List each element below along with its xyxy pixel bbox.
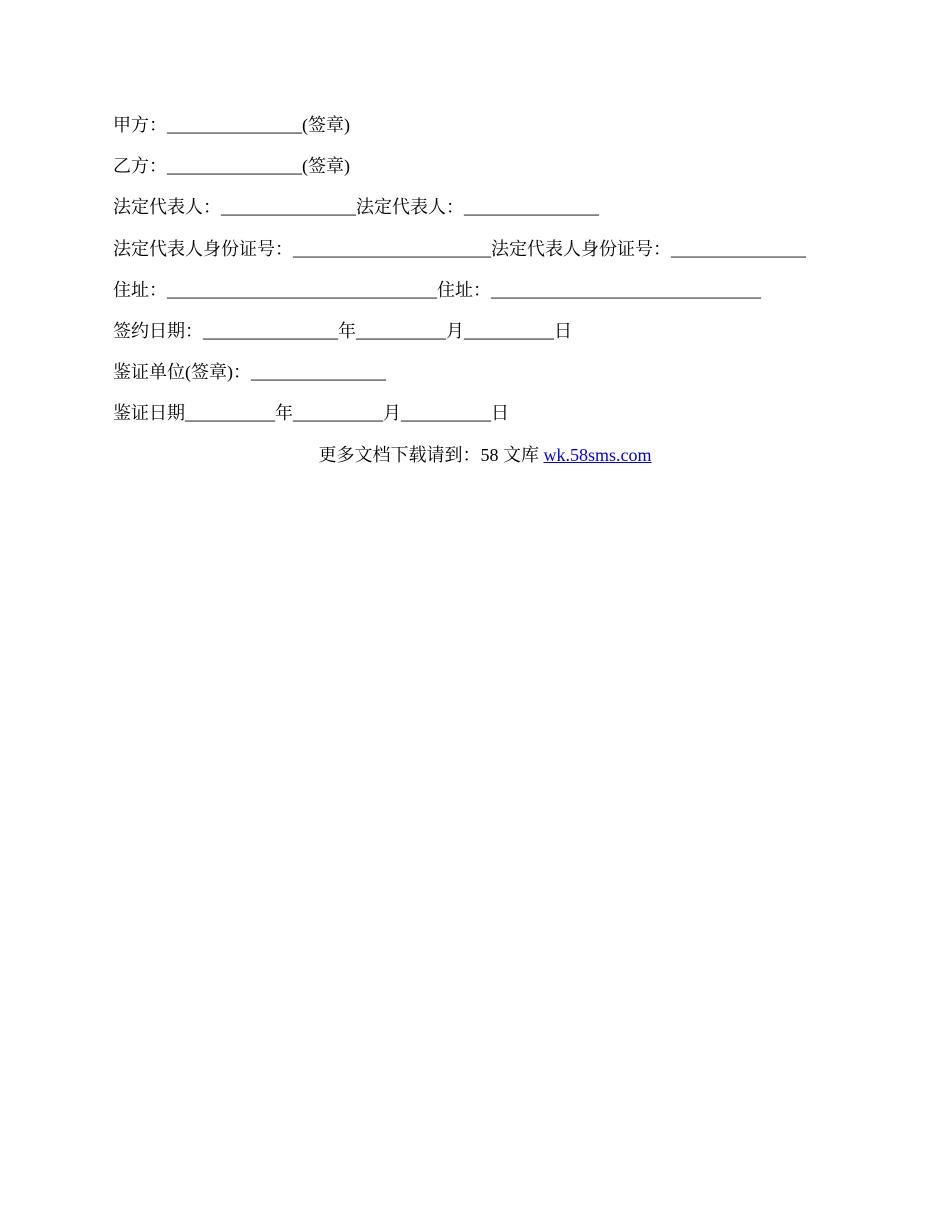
- signing-date-line: 签约日期：_______________年__________月__________日: [113, 320, 572, 341]
- signature-block: [113, 108, 843, 479]
- address-line: 住址：______________________________住址：______________________________: [113, 279, 761, 300]
- party-a-line: 甲方：_______________(签章): [113, 115, 350, 135]
- legal-representatives-line: 法定代表人：_______________法定代表人：_______________: [113, 197, 599, 218]
- footer: [113, 438, 843, 479]
- footer-text: [319, 438, 652, 472]
- authentication-date-line: 鉴证日期__________年__________月__________日: [113, 403, 509, 424]
- footer-link[interactable]: wk.58sms.com: [543, 444, 652, 465]
- legal-representative-id-line: 法定代表人身份证号：______________________法定代表人身份证号：_______________: [113, 238, 806, 259]
- party-b-line: 乙方：_______________(签章): [113, 156, 350, 177]
- footer-prefix: 更多文档下载请到：58 文库: [318, 444, 544, 465]
- authentication-unit-line: 鉴证单位(签章)：_______________: [113, 362, 386, 383]
